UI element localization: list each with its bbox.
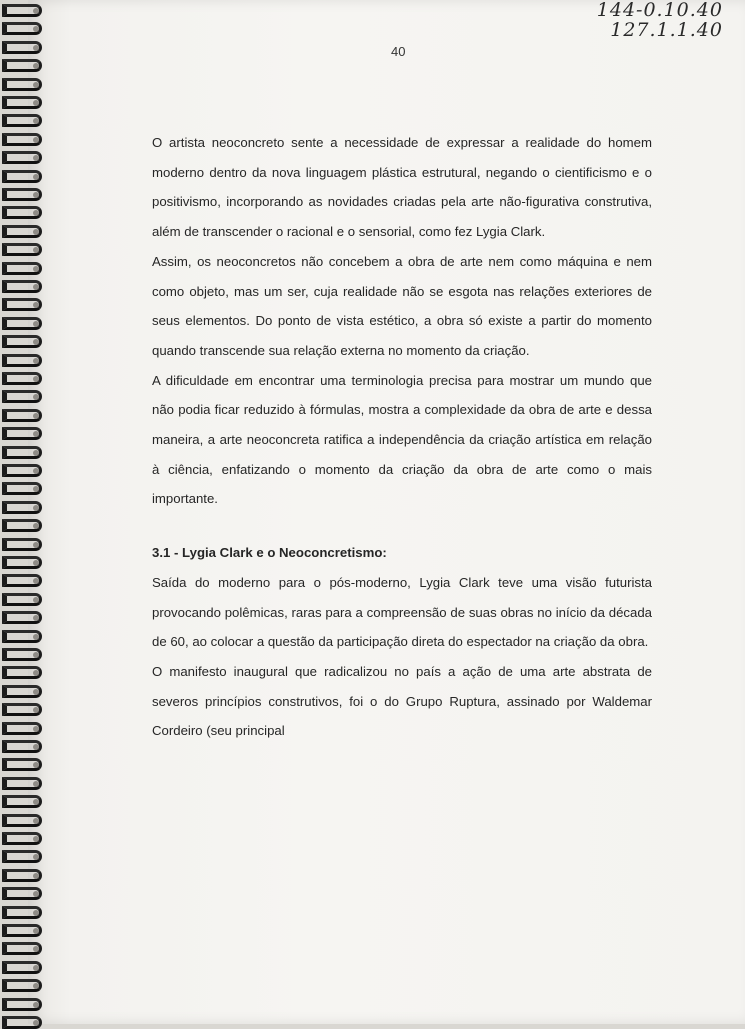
section-heading: 3.1 - Lygia Clark e o Neoconcretismo: [152, 545, 387, 561]
handwritten-line-2: 127.1.1.40 [610, 19, 723, 41]
paragraph: Assim, os neoconcretos não concebem a obra de arte nem como máquina e nem como objeto, mas um ser, cuja realidade não se esgota nas relações exteriores de seus elementos. Do ponto de vista estético, a obra só existe a partir do momento quando transcende sua relação externa no momento da criação. [152, 253, 652, 358]
spiral-binding [0, 0, 46, 1024]
binding-hole [33, 284, 39, 290]
binding-hole [33, 100, 39, 106]
binding-hole [33, 873, 39, 879]
binding-hole [33, 321, 39, 327]
paragraph: O manifesto inaugural que radicalizou no país a ação de uma arte abstrata de severos princípios construtivos, foi o do Grupo Ruptura, assinado por Waldemar Cordeiro (seu principal [152, 663, 652, 739]
binding-hole [33, 450, 39, 456]
binding-hole [33, 137, 39, 143]
binding-hole [33, 836, 39, 842]
binding-hole [33, 266, 39, 272]
page-number: 40 [391, 44, 406, 59]
binding-hole [33, 1002, 39, 1008]
binding-hole [33, 229, 39, 235]
binding-hole [33, 542, 39, 548]
binding-hole [33, 358, 39, 364]
binding-hole [33, 505, 39, 511]
binding-hole [33, 689, 39, 695]
binding-hole [33, 818, 39, 824]
binding-hole [33, 1020, 39, 1026]
binding-hole [33, 910, 39, 916]
binding-hole [33, 192, 39, 198]
binding-hole [33, 560, 39, 566]
body-text [152, 128, 652, 746]
binding-hole [33, 82, 39, 88]
binding-hole [33, 652, 39, 658]
binding-hole [33, 174, 39, 180]
binding-hole [33, 413, 39, 419]
binding-hole [33, 468, 39, 474]
binding-hole [33, 634, 39, 640]
binding-hole [33, 597, 39, 603]
binding-hole [33, 45, 39, 51]
paragraph: Saída do moderno para o pós-moderno, Lygia Clark teve uma visão futurista provocando polêmicas, raras para a compreensão de suas obras no início da década de 60, ao colocar a questão da participação direta do espectador na criação da obra. [152, 574, 652, 650]
handwritten-line-1: 144-0.10.40 [596, 0, 723, 21]
binding-hole [33, 376, 39, 382]
paragraph: O artista neoconcreto sente a necessidade de expressar a realidade do homem moderno dentro da nova linguagem plástica estrutural, negando o cientificismo e o positivismo, incorporando as novidades criadas pela arte não-figurativa construtiva, além de transcender o racional e o sensorial, como fez Lygia Clark. [152, 135, 652, 240]
binding-hole [33, 726, 39, 732]
binding-hole [33, 965, 39, 971]
paragraph: A dificuldade em encontrar uma terminologia precisa para mostrar um mundo que não podia ficar reduzido à fórmulas, mostra a complexidade da obra de arte e dessa maneira, a arte neoconcreta ratifica a independência da criação artística em relação à ciência, enfatizando o momento da criação da obra de arte como o mais importante. [152, 372, 652, 507]
binding-hole [33, 8, 39, 14]
binding-hole [33, 928, 39, 934]
binding-hole [33, 781, 39, 787]
handwritten-annotation [597, 0, 723, 40]
binding-hole [33, 744, 39, 750]
